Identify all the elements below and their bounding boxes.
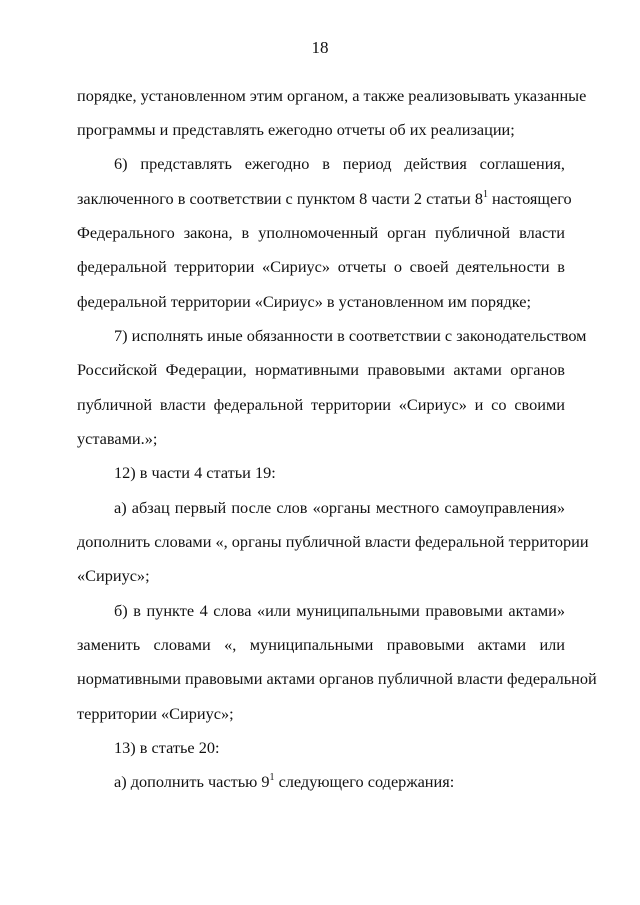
superscript: 1 xyxy=(269,771,275,783)
text-line: 12) в части 4 статьи 19: xyxy=(114,463,276,482)
text-line: «Сириус»; xyxy=(77,566,150,585)
text-line: заменить словами «, муниципальными правовыми актами или xyxy=(77,635,565,654)
text-line: б) в пункте 4 слова «или муниципальными правовыми актами» xyxy=(114,601,565,620)
text-line xyxy=(77,188,572,209)
text-line: порядке, установленном этим органом, а также реализовывать указанные xyxy=(77,86,587,105)
text-segment: следующего содержания: xyxy=(274,772,455,791)
text-line: 7) исполнять иные обязанности в соответствии с законодательством xyxy=(114,326,587,345)
text-line xyxy=(114,772,565,792)
text-line: а) абзац первый после слов «органы местного самоуправления» xyxy=(114,498,565,517)
text-line: уставами.»; xyxy=(77,429,158,448)
text-line: Российской Федерации, нормативными правовыми актами органов xyxy=(77,360,565,379)
text-line: программы и представлять ежегодно отчеты об их реализации; xyxy=(77,120,515,139)
text-line: публичной власти федеральной территории «Сириус» и со своими xyxy=(77,395,565,414)
text-line: нормативными правовыми актами органов публичной власти федеральной xyxy=(77,669,597,688)
text-segment: настоящего xyxy=(487,189,572,208)
text-line: территории «Сириус»; xyxy=(77,704,234,723)
text-segment: заключенного в соответствии с пунктом 8 части 2 статьи 8 xyxy=(77,189,483,208)
text-line: федеральной территории «Сириус» отчеты о своей деятельности в xyxy=(77,257,565,276)
text-line: 6) представлять ежегодно в период действия соглашения, xyxy=(114,154,565,173)
superscript: 1 xyxy=(482,188,488,200)
text-line: Федерального закона, в уполномоченный орган публичной власти xyxy=(77,223,565,242)
text-line: 13) в статье 20: xyxy=(114,738,220,757)
page-number: 18 xyxy=(311,38,329,57)
text-segment: а) дополнить частью 9 xyxy=(114,772,270,791)
text-line: федеральной территории «Сириус» в установленном им порядке; xyxy=(77,292,532,311)
text-line: дополнить словами «, органы публичной власти федеральной территории xyxy=(77,532,589,551)
